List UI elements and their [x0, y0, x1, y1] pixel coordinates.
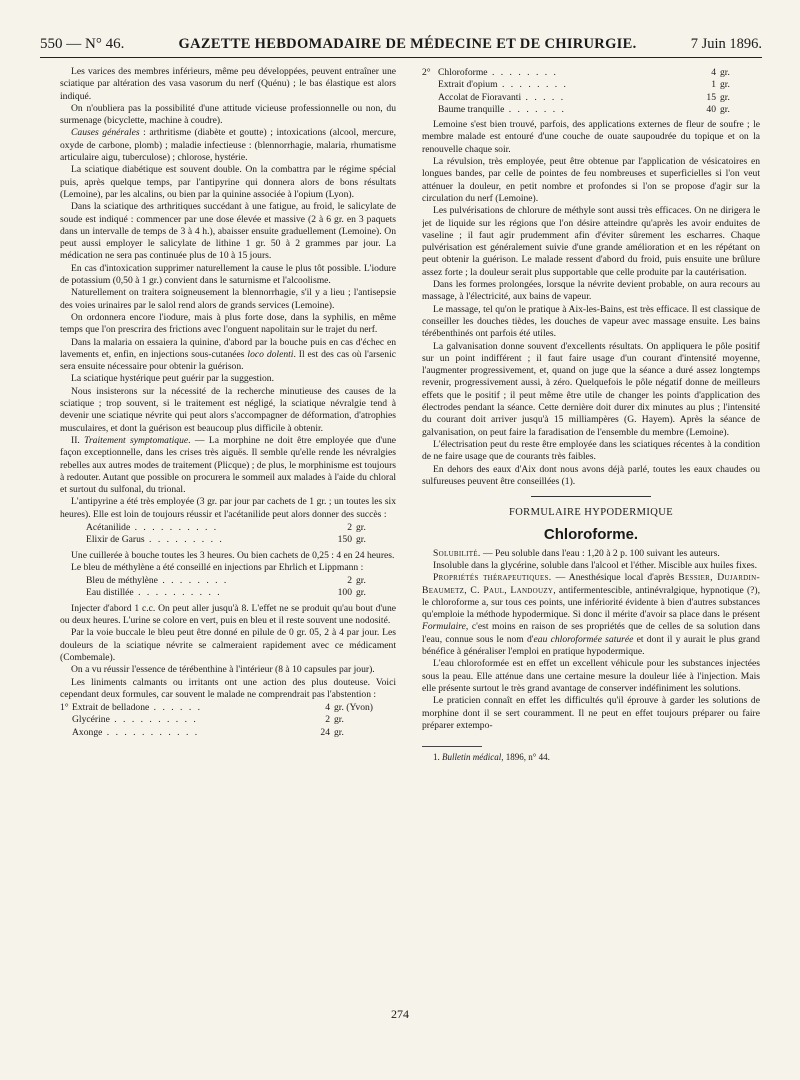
paragraph: On a vu réussir l'essence de térébenthine à l'intérieur (8 à 10 capsules par jour).	[71, 664, 375, 676]
paragraph: En dehors des eaux d'Aix dont nous avons déjà parlé, toutes les eaux chaudes ou sulfureuses peuvent être conseillées (1).	[422, 463, 760, 487]
paragraph: Le bleu de méthylène a été conseillé en injections par Ehrlich et Lippmann :	[71, 561, 364, 573]
paragraph: Les liniments calmants ou irritants ont une action des plus douteuse. Voici cependant deux formules, car souvent le malade ne comprendrait pas l'abstention :	[60, 676, 396, 700]
prescription-row: Acétanilide . . . . . . . . . . 2 gr.	[86, 521, 366, 533]
paragraph: Lemoine s'est bien trouvé, parfois, des applications externes de fleur de soufre ; le membre malade est entouré d'une couche de ouate saupoudrée du topique et on la renouvelle chaque soir.	[422, 119, 760, 155]
paragraph: On n'oubliera pas la possibilité d'une attitude vicieuse professionnelle ou non, du surmenage (bicyclette, machine à coudre).	[60, 102, 396, 127]
paragraph: Le massage, tel qu'on le pratique à Aix-les-Bains, est très efficace. Il est classique de conseiller les douches tièdes, les douches de vapeur avec massage ensuite. Les bains térébenthinés ont parfois été utiles.	[422, 303, 760, 340]
paragraph: La révulsion, très employée, peut être obtenue par l'application de vésicatoires en longues bandes, par celle de pointes de feu nombreuses et superficielles si l'on veut atténuer la douleur, en petit nombre et profondes si l'on se propose d'agir sur la circulation du nerf (Lemoine).	[422, 156, 760, 204]
footnote: 1. Bulletin médical, 1896, n° 44.	[433, 752, 550, 763]
paragraph: L'électrisation peut du reste être employée dans les sciatiques récentes à la condition de ne faire usage que de courants très faibles.	[422, 438, 760, 463]
prescription-row: Accolat de Fioravanti . . . . . 15 gr.	[438, 91, 730, 103]
paragraph: Insoluble dans la glycérine, soluble dans l'alcool et l'éther. Miscible aux huiles fixes.	[433, 559, 757, 571]
section-divider	[531, 496, 651, 497]
paragraph: Naturellement on traitera soigneusement la blennorrhagie, s'il y a lieu ; l'antisepsie des voies urinaires par le salol rend alors de grands services (Lemoine).	[60, 287, 396, 311]
paragraph: La sciatique diabétique est souvent double. On la combattra par le régime spécial puis, après quelque temps, par l'antipyrine qui donnera alors de bons résultats (Lemoine), par les alcalins, ou bien par la quinine associée à l'opium (Lyon).	[60, 164, 396, 200]
page-issue-number: 550 — N° 46.	[40, 36, 125, 52]
right-column	[422, 66, 760, 1036]
prescription-liniment-1	[60, 702, 396, 739]
paragraph: Causes générales : arthritisme (diabète et goutte) ; intoxications (alcool, mercure, oxyde de carbone, plomb) ; maladie infectieuse : (blennorrhagie, malaria, rhumatisme articulaire aigu, tuberculose) ; chlorose, hystérie.	[60, 127, 396, 164]
paragraph-lead: Causes générales	[71, 127, 140, 139]
prescription-row: Bleu de méthylène . . . . . . . . 2 gr.	[86, 575, 366, 587]
paragraph: Les pulvérisations de chlorure de méthyle sont aussi très efficaces. On ne dirigera le jet de liquide sur les régions que l'on désire atteindre qu'après les avoir enduites de vaseline ; il faut agir prudemment afin d'éviter sûrement les escharres. Chaque pulvérisation est généralement suivie d'une grande amélioration et en les répétant on peut obtenir la guérison. Le malade ressent d'abord du froid, puis ensuite une brûlure assez forte ; la douleur serait plus supportable que celle produite par la cautérisation.	[422, 205, 760, 278]
page-number: 274	[391, 1007, 409, 1021]
paragraph: L'eau chloroformée est en effet un excellent véhicule pour les substances injectées sous la peau. Elle atténue dans une certaine mesure la douleur liée à l'injection. Mais elle présente surtout le très grand avantage de conserver indéfiniment les solutions.	[422, 658, 760, 694]
paragraph: Dans les formes prolongées, lorsque la névrite devient probable, on aura recours au massage, à l'électricité, aux bains de vapeur.	[422, 279, 760, 303]
paragraph: II. Traitement symptomatique. — La morphine ne doit être employée que d'une façon exceptionnelle, dans les crises très aiguës. Il semble qu'elle rende les névralgies rebelles aux autres modes de traitement (Plicque) ; de plus, le morphinisme est toujours à redouter. Autant que possible on procurera le sommeil aux malades à l'aide du chloral et surtout du sulfonal, du trional.	[60, 434, 396, 496]
prescription-row: Elixir de Garus . . . . . . . . . 150 gr.	[86, 534, 366, 546]
prescription-row: Extrait d'opium . . . . . . . . 1 gr.	[438, 79, 730, 91]
paragraph: Nous insisterons sur la nécessité de la recherche minutieuse des causes de la sciatique ; trop souvent, si le traitement est négligé, la sciatique névralgie tend à devenir une sciatique névrite qui peut alors s'accompagner de déformation, d'atrophies musculaires, et dont la guérison est beaucoup plus difficile à obtenir.	[60, 385, 396, 434]
prescription-row: Axonge . . . . . . . . . . . 24 gr.	[72, 726, 344, 738]
prescription-liniment-2	[422, 67, 760, 116]
prescription-row: Glycérine . . . . . . . . . . 2 gr.	[72, 714, 344, 726]
paragraph: Les varices des membres inférieurs, même peu développées, peuvent entraîner une sciatique par altération des vasa vasorum du nerf (Quénu) ; le bas élastique est alors indiqué.	[60, 66, 396, 102]
paragraph: En cas d'intoxication supprimer naturellement la cause le plus tôt possible. L'iodure de potassium (0,50 à 1 gr.) convient dans le saturnisme et l'alcoolisme.	[60, 262, 396, 287]
prescription-row: 1° Extrait de belladone . . . . . . 4 gr. (Yvon)	[60, 702, 374, 714]
footnote-divider	[422, 746, 482, 747]
section-title: FORMULAIRE HYPODERMIQUE	[508, 507, 674, 519]
prescription-row: Eau distillée . . . . . . . . . . 100 gr.	[86, 587, 366, 599]
prescription-row: Baume tranquille . . . . . . . 40 gr.	[438, 103, 730, 115]
left-column	[60, 66, 396, 1036]
running-header	[40, 30, 762, 58]
journal-title: GAZETTE HEBDOMADAIRE DE MÉDECINE ET DE CHIRURGIE.	[178, 36, 637, 52]
paragraph: Dans la sciatique des arthritiques succédant à une fatigue, au froid, le salicylate de soude est indiqué : commencer par une dose élevée et massive (2 à 6 gr. en 3 paquets dans un intervalle de temps de 3 à 4 h.), abaisser ensuite graduellement (Lemoine). On peut aussi employer le salicylate de lithine 1 gr. 50 à 2 grammes par jour. La médication ne sera pas continuée plus de 10 à 15 jours.	[60, 201, 396, 262]
paragraph: Dans la malaria on essaiera la quinine, d'abord par la bouche puis en cas d'échec en lavements et, enfin, en injections sous-cutanées loco dolenti. Il est des cas où l'arsenic sera ensuite nécessaire pour obtenir la guérison.	[60, 336, 396, 373]
paragraph: Une cuillerée à bouche toutes les 3 heures. Ou bien cachets de 0,25 : 4 en 24 heures.	[71, 549, 395, 561]
issue-date: 7 Juin 1896.	[690, 36, 762, 52]
paragraph-lead: Solubilité.	[433, 547, 481, 559]
prescription-acetanilide	[60, 522, 396, 547]
paragraph: Injecter d'abord 1 c.c. On peut aller jusqu'à 8. L'effet ne se produit qu'au bout d'une ou deux heures. L'urine se colore en vert, puis en bleu et il reste souvent une nodosité.	[60, 602, 396, 627]
paragraph: Solubilité. — Peu soluble dans l'eau : 1,20 à 2 p. 100 suivant les auteurs.	[433, 547, 720, 559]
paragraph: Le praticien connaît en effet les difficultés qu'il éprouve à garder les solutions de morphine dont il se sert couramment. Il ne peut en effet toujours préparer ou faire préparer extempo-	[422, 695, 760, 731]
paragraph: L'antipyrine a été très employée (3 gr. par jour par cachets de 1 gr. ; un toutes les six heures). Elle est loin de toujours réussir et l'acétanilide peut alors donner des succès :	[60, 496, 396, 520]
paragraph: La sciatique hystérique peut guérir par la suggestion.	[71, 373, 275, 385]
article-title: Chloroforme.	[543, 526, 639, 544]
paragraph: On ordonnera encore l'iodure, mais à plus forte dose, dans la syphilis, en même temps que l'on prescrira des frictions avec l'onguent napolitain sur le trajet du nerf.	[60, 311, 396, 336]
paragraph-lead: Propriétés thérapeutiques.	[433, 572, 552, 584]
prescription-methylene-blue	[60, 575, 396, 600]
paragraph: Par la voie buccale le bleu peut être donné en pilule de 0 gr. 05, 2 à 4 par jour. Les douleurs de la sciatique névrite se calmeraient rapidement avec ce médicament (Combemale).	[60, 627, 396, 663]
paragraph: La galvanisation donne souvent d'excellents résultats. On appliquera le pôle positif sur un point indifférent ; il faut faire usage d'un courant d'intensité moyenne, l'augmenter progressivement, et, quand on juge que la séance a duré assez longtemps revenir, progressivement aussi, à zéro. Quelquefois le pôle négatif donne de meilleurs effets que le positif ; il peut même être utile de changer les points d'application des électrodes pendant la séance. Cette dernière doit durer dix minutes au plus ; l'intensité du courant doit arriver jusqu'à 15 milliampères (G. Hayem). Après la séance de galvanisation, on peut faire la faradisation de l'ensemble du membre (Lemoine).	[422, 340, 760, 438]
paragraph: Propriétés thérapeutiques. — Anesthésique local d'après Bessier, Dujardin-Beaumetz, C. Paul, Landouzy, antifermentescible, antinévralgique, hypnotique (?), le chloroforme a, sur tous ces points, une infériorité évidente à bien d'autres substances qu'emploie la méthode hypodermique. Si donc il mérite d'avoir sa place dans le présent Formulaire, c'est moins en raison de ses propriétés que de celles de sa solution dans l'eau, connue sous le nom d'eau chloroformée saturée et dont il y aurait le plus grand bénéfice à généraliser l'emploi en pratique hypodermique.	[422, 572, 760, 658]
prescription-row: 2° Chloroforme . . . . . . . . 4 gr.	[422, 67, 730, 78]
